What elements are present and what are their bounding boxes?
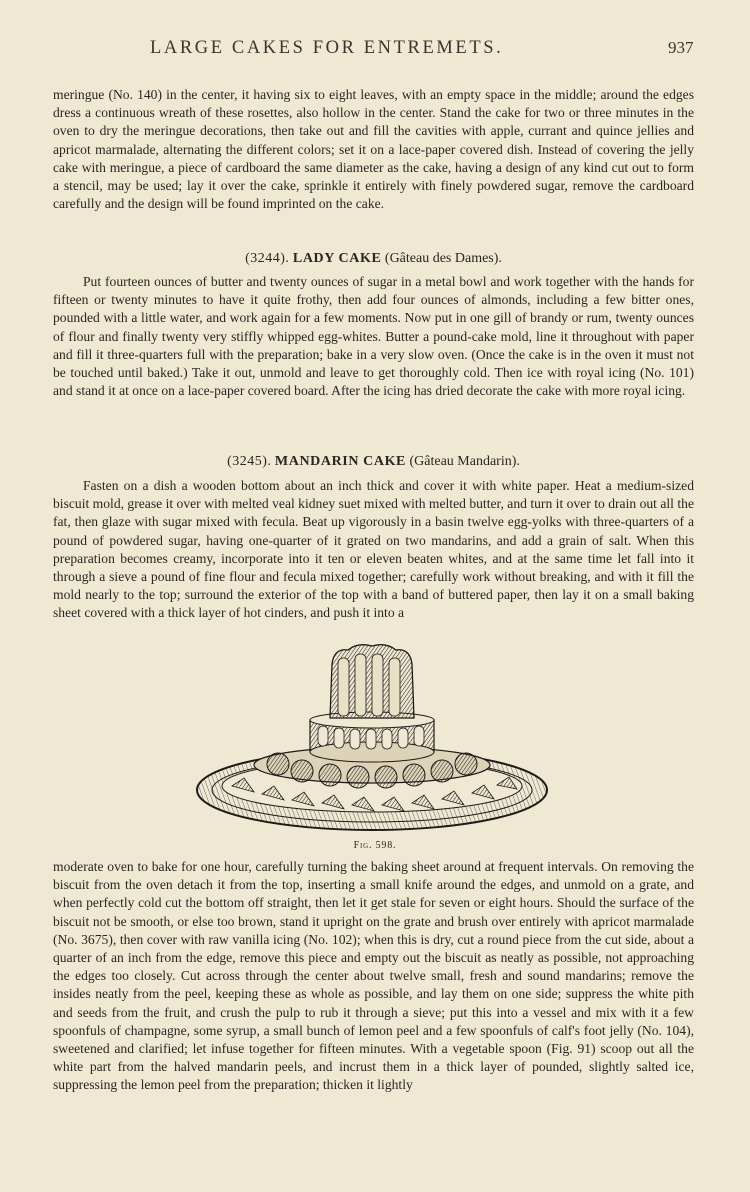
figure-caption (0, 840, 750, 851)
recipe-3245-name: MANDARIN CAKE (274, 454, 406, 469)
recipe-3245-number: (3245). (227, 454, 272, 469)
recipe-3244-french-name: (Gâteau des Dames). (384, 251, 502, 266)
recipe-3245-heading (53, 454, 694, 470)
mandarin-cake-engraving (192, 640, 552, 840)
recipe-3245-body: Fasten on a dish a wooden bottom about an inch thick and cover it with white paper. Heat a medium-sized biscuit mold, grease it over with melted veal kidney suet mixed with melted butter, and turn it over to drain out all the fat, then glaze with sugar mixed with fecula. Beat up vigorously in a basin twelve egg-yolks with three-quarters of a pound of powdered sugar, having one-quarter of it grated on two mandarins, and add a grain of salt. When this preparation becomes creamy, incorporate into it ten or eleven beaten whites, and at the same time let fall into it through a sieve a pound of fine flour and fecula mixed together; carefully work without breaking, and with it fill the mold nearly to the top; surround the exterior of the top with a band of buttered paper, then lay it on a small baking sheet covered with a thick layer of hot cinders, and push it into a (53, 478, 694, 621)
recipe-3245-continuation: moderate oven to bake for one hour, carefully turning the baking sheet around at frequent intervals. On removing the biscuit from the oven detach it from the top, inserting a small knife around the edges, and unmold on a grate, and when perfectly cold cut the bottom off straight, then let it get stale for seven or eight hours. Should the surface of the biscuit not be smooth, or else too brown, stand it upright on the grate and brush over entirely with apricot marmalade (No. 3675), then cover with raw vanilla icing (No. 102); when this is dry, cut a round piece from the cut side, about a quarter of an inch from the edge, remove this piece and empty out the biscuit as neatly as possible, not approaching the edges too closely. Cut across through the center about twelve small, fresh and sound mandarins; remove the insides neatly from the peel, keeping these as whole as possible, and lay them on one side; suppress the white pith and seeds from the fruit, and crush the pulp to rub it through a sieve; put this into a vessel and mix with it a few spoonfuls of champagne, some syrup, a small bunch of lemon peel and a few spoonfuls of calf's foot jelly (No. 104), sweetened and clarified; let infuse together for fifteen minutes. With a vegetable spoon (Fig. 91) scoop out all the white part from the halved mandarin peels, and incrust them in a thick layer of pounded, slightly salted ice, suppressing the lemon peel from the preparation; thicken it lightly (53, 859, 694, 1093)
recipe-3244-heading (53, 251, 694, 267)
recipe-3244-number: (3244). (245, 251, 290, 266)
recipe-3244-body: Put fourteen ounces of butter and twenty ounces of sugar in a metal bowl and work together with the hands for fifteen or twenty minutes to have it quite frothy, then add four ounces of almonds, including a few bitter ones, pounded with a little water, and work again for a few moments. Now put in one gill of brandy or rum, twenty ounces of flour and finally twenty very stiffly whipped egg-whites. Butter a pound-cake mold, line it throughout with paper and fill it three-quarters full with the preparation; bake in a very slow oven. (Once the cake is in the oven it must not be touched until baked.) Take it out, unmold and leave to get thoroughly cold. Then ice with royal icing (No. 101) and stand it at once on a lace-paper covered board. After the icing has dried decorate the cake with more royal icing. (53, 274, 694, 399)
intro-paragraph: meringue (No. 140) in the center, it having six to eight leaves, with an empty space in the middle; around the edges dress a continuous wreath of these rosettes, also hollow in the center. Stand the cake for two or three minutes in the oven to dry the meringue decorations, then take out and fill the cavities with apple, currant and quince jellies and apricot marmalade, alternating the different colors; set it on a lace-paper covered dish. Instead of covering the jelly cake with meringue, a piece of cardboard the same diameter as the cake, having a design of any kind cut out to form a stencil, may be used; lay it over the cake, sprinkle it entirely with finely powdered sugar, remove the cardboard carefully and the design will be found imprinted on the cake. (53, 87, 694, 212)
recipe-3245-block (53, 477, 694, 623)
figure-caption-text: Fig. 598. (353, 840, 397, 851)
recipe-3245-french-name: (Gâteau Mandarin). (409, 454, 520, 469)
running-head (0, 38, 750, 62)
running-title: LARGE CAKES FOR ENTREMETS. (150, 38, 504, 58)
mandarin-cake-illustration (192, 640, 552, 840)
recipe-3245-continuation-block (53, 858, 694, 1095)
recipe-3244-name: LADY CAKE (292, 251, 382, 266)
recipe-3244-block (53, 273, 694, 400)
page-number: 937 (668, 38, 694, 57)
intro-paragraph-block (53, 86, 694, 213)
